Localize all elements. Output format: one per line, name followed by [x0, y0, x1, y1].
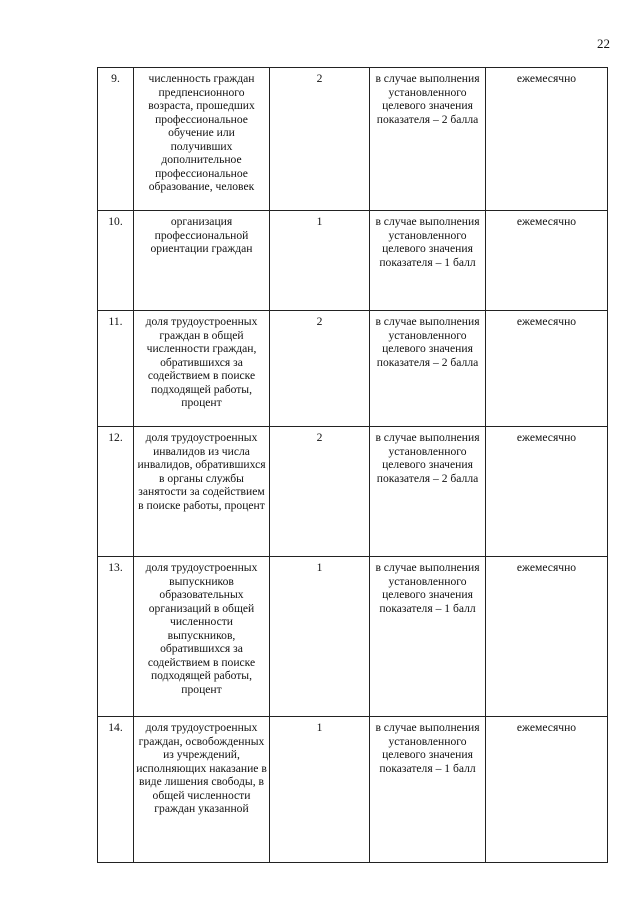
- indicator-cell: организация профессиональной ориентации граждан: [134, 211, 270, 311]
- row-number: [98, 311, 134, 427]
- indicator-cell: доля трудоустроенных граждан, освобожденных из учреждений, исполняющих наказание в виде лишения свободы, в общей численности граждан указанной: [134, 717, 270, 863]
- criteria-table: [97, 67, 608, 863]
- condition-cell: в случае выполнения установленного целевого значения показателя – 1 балл: [370, 211, 486, 311]
- condition-cell: в случае выполнения установленного целевого значения показателя – 1 балл: [370, 557, 486, 717]
- row-number-text: 11.: [108, 315, 123, 328]
- row-number-text: 14.: [108, 721, 123, 734]
- row-number: [98, 427, 134, 557]
- table-row: [98, 311, 608, 427]
- row-number: [98, 211, 134, 311]
- table-row: [98, 427, 608, 557]
- row-number: [98, 68, 134, 211]
- table-row: [98, 557, 608, 717]
- score-cell: 1: [270, 211, 370, 311]
- period-cell: ежемесячно: [486, 717, 608, 863]
- row-number-text: 12.: [108, 431, 123, 444]
- period-cell: ежемесячно: [486, 557, 608, 717]
- indicator-cell: доля трудоустроенных выпускников образовательных организаций в общей численности выпускников, обратившихся за содействием в поиске подходящей работы, процент: [134, 557, 270, 717]
- score-cell: 1: [270, 557, 370, 717]
- period-cell: ежемесячно: [486, 211, 608, 311]
- score-cell: 2: [270, 427, 370, 557]
- row-number: [98, 557, 134, 717]
- condition-cell: в случае выполнения установленного целевого значения показателя – 2 балла: [370, 68, 486, 211]
- indicator-cell: доля трудоустроенных граждан в общей численности граждан, обратившихся за содействием в поиске подходящей работы, процент: [134, 311, 270, 427]
- period-cell: ежемесячно: [486, 68, 608, 211]
- period-cell: ежемесячно: [486, 427, 608, 557]
- score-cell: 2: [270, 68, 370, 211]
- table-row: [98, 717, 608, 863]
- row-number-text: 10.: [108, 215, 123, 228]
- score-cell: 1: [270, 717, 370, 863]
- indicator-cell: численность граждан предпенсионного возраста, прошедших профессиональное обучение или получивших дополнительное профессиональное образование, человек: [134, 68, 270, 211]
- condition-cell: в случае выполнения установленного целевого значения показателя – 1 балл: [370, 717, 486, 863]
- condition-cell: в случае выполнения установленного целевого значения показателя – 2 балла: [370, 311, 486, 427]
- indicator-cell: доля трудоустроенных инвалидов из числа инвалидов, обратившихся в органы службы занятости за содействием в поиске работы, процент: [134, 427, 270, 557]
- table-row: [98, 68, 608, 211]
- page-number: 22: [597, 36, 610, 51]
- period-cell: ежемесячно: [486, 311, 608, 427]
- row-number: [98, 717, 134, 863]
- score-cell: 2: [270, 311, 370, 427]
- row-number-text: 13.: [108, 561, 123, 574]
- row-number-text: 9.: [111, 72, 120, 85]
- condition-cell: в случае выполнения установленного целевого значения показателя – 2 балла: [370, 427, 486, 557]
- table-row: [98, 211, 608, 311]
